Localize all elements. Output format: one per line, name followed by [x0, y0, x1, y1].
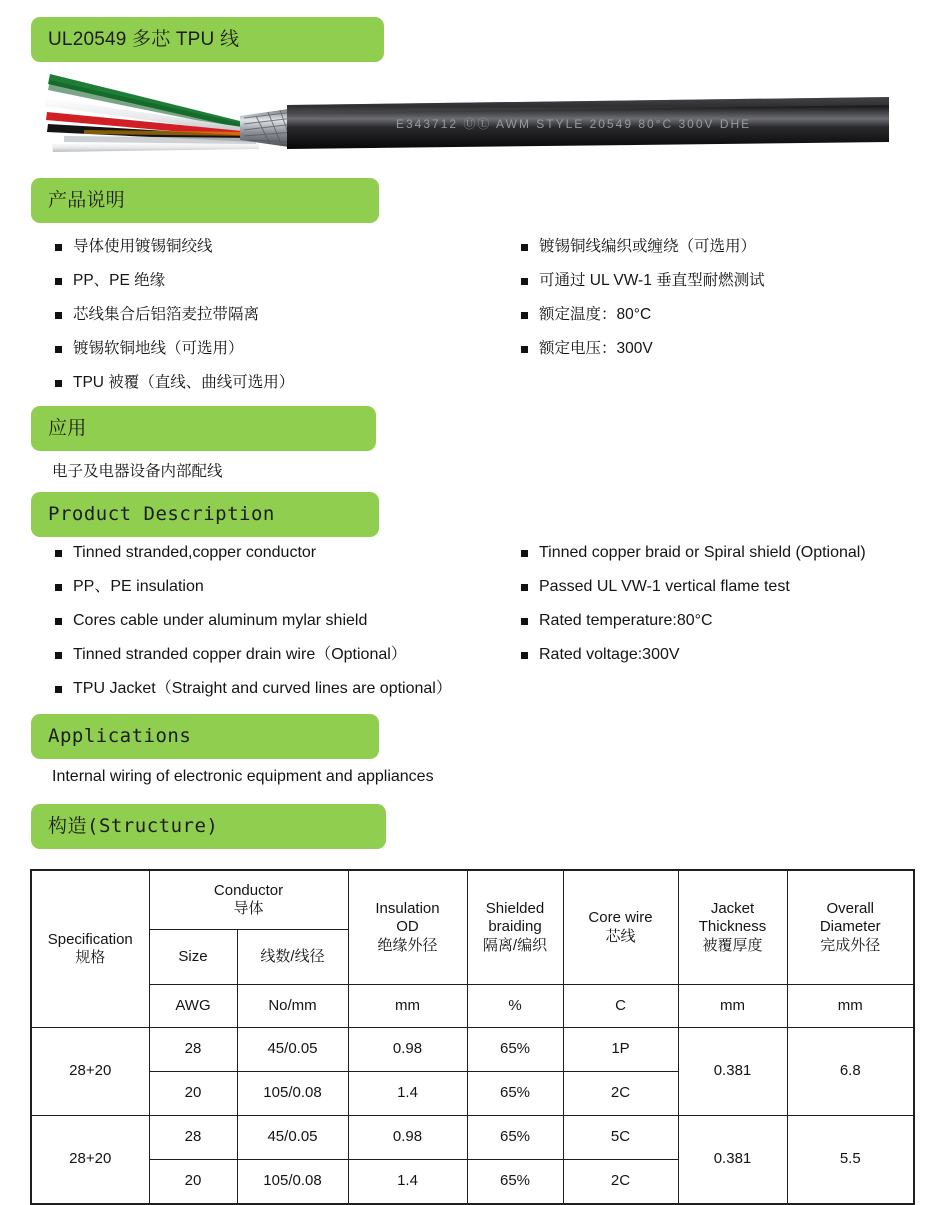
- cell-insulation-od: 0.98: [348, 1116, 467, 1160]
- header-cell-jacket-thickness: [678, 870, 787, 985]
- square-bullet-icon: [55, 380, 62, 387]
- list-item: [55, 307, 294, 341]
- section-banner-product-description-cn: [31, 178, 379, 223]
- page-title: UL20549 多芯 TPU 线: [48, 29, 240, 50]
- list-item: [521, 579, 866, 613]
- product-title-banner: [31, 17, 384, 62]
- unit-cell-core-wire: C: [563, 985, 678, 1028]
- list-item: [55, 273, 294, 307]
- square-bullet-icon: [55, 278, 62, 285]
- square-bullet-icon: [521, 618, 528, 625]
- square-bullet-icon: [521, 550, 528, 557]
- cell-shielded-braiding: 65%: [467, 1028, 563, 1072]
- list-item: [55, 341, 294, 375]
- square-bullet-icon: [521, 346, 528, 353]
- unit-cell-awg: AWG: [149, 985, 237, 1028]
- cell-core-wire: 2C: [563, 1072, 678, 1116]
- header-cell-conductor: [149, 870, 348, 930]
- header-label-en2: braiding: [488, 918, 542, 936]
- header-cell-overall-diameter: [787, 870, 914, 985]
- header-cell-size: [149, 930, 237, 985]
- product-description-en-left-list: [55, 545, 452, 715]
- list-item: [521, 307, 765, 341]
- list-item-label: Rated temperature:80°C: [539, 612, 713, 629]
- cell-no-mm: 45/0.05: [237, 1028, 348, 1072]
- header-label-en2: Thickness: [698, 918, 767, 936]
- structure-specification-table: [30, 869, 915, 1205]
- list-item: [55, 681, 452, 715]
- cell-shielded-braiding: 65%: [467, 1116, 563, 1160]
- cell-core-wire: 2C: [563, 1160, 678, 1205]
- list-item-label: Rated voltage:300V: [539, 646, 680, 663]
- cell-shielded-braiding: 65%: [467, 1072, 563, 1116]
- section-title-product-description-en: Product Description: [48, 503, 275, 525]
- table-units-row: [31, 985, 914, 1028]
- square-bullet-icon: [55, 686, 62, 693]
- cell-jacket-thickness: 0.381: [678, 1116, 787, 1205]
- product-description-en-right-list: [521, 545, 866, 681]
- list-item-label: 导体使用镀锡铜绞线: [73, 238, 213, 255]
- section-banner-applications-en: [31, 714, 379, 759]
- cell-no-mm: 105/0.08: [237, 1160, 348, 1205]
- list-item: [55, 239, 294, 273]
- table-header-row-1: [31, 870, 914, 930]
- header-label-en: Core wire: [588, 909, 653, 927]
- unit-cell-no-mm: No/mm: [237, 985, 348, 1028]
- cell-specification: 28+20: [31, 1116, 149, 1205]
- header-label-cn: 被覆厚度: [702, 936, 763, 954]
- header-cell-shielded-braiding: [467, 870, 563, 985]
- section-title-product-description-cn: 产品说明: [48, 190, 125, 211]
- list-item-label: 镀锡软铜地线（可选用）: [73, 340, 244, 357]
- list-item-label: PP、PE insulation: [73, 578, 204, 595]
- cell-overall-diameter: 6.8: [787, 1028, 914, 1116]
- unit-cell-overall-diameter: mm: [787, 985, 914, 1028]
- cell-insulation-od: 1.4: [348, 1160, 467, 1205]
- cell-size: 20: [149, 1160, 237, 1205]
- list-item-label: Tinned stranded,copper conductor: [73, 544, 317, 561]
- square-bullet-icon: [521, 312, 528, 319]
- unit-cell-shielded-braiding: %: [467, 985, 563, 1028]
- applications-en-text: Internal wiring of electronic equipment and appliances: [52, 768, 434, 785]
- square-bullet-icon: [55, 584, 62, 591]
- cell-no-mm: 45/0.05: [237, 1116, 348, 1160]
- square-bullet-icon: [55, 618, 62, 625]
- cell-insulation-od: 0.98: [348, 1028, 467, 1072]
- header-label-en: Overall: [826, 900, 874, 918]
- header-cell-specification: [31, 870, 149, 1028]
- header-label-en: Specification: [47, 930, 133, 948]
- square-bullet-icon: [521, 278, 528, 285]
- header-label-en: Conductor: [213, 881, 284, 899]
- section-banner-application-cn: [31, 406, 376, 451]
- cell-overall-diameter: 5.5: [787, 1116, 914, 1205]
- list-item-label: TPU Jacket（Straight and curved lines are optional）: [73, 680, 452, 697]
- section-title-applications-en: Applications: [48, 725, 192, 747]
- list-item-label: Passed UL VW-1 vertical flame test: [539, 578, 790, 595]
- list-item: [521, 273, 765, 307]
- list-item: [521, 341, 765, 375]
- header-cell-core-wire: [563, 870, 678, 985]
- square-bullet-icon: [55, 652, 62, 659]
- header-label-en2: OD: [396, 918, 419, 936]
- unit-cell-insulation-od: mm: [348, 985, 467, 1028]
- list-item-label: 额定温度：80°C: [539, 306, 652, 323]
- header-label-en: Size: [178, 947, 208, 965]
- cell-no-mm: 105/0.08: [237, 1072, 348, 1116]
- table-row: [31, 1028, 914, 1072]
- table-row: [31, 1116, 914, 1160]
- cell-shielded-braiding: 65%: [467, 1160, 563, 1205]
- square-bullet-icon: [55, 346, 62, 353]
- section-banner-product-description-en: [31, 492, 379, 537]
- list-item: [521, 647, 866, 681]
- cell-specification: 28+20: [31, 1028, 149, 1116]
- unit-cell-jacket-thickness: mm: [678, 985, 787, 1028]
- list-item: [55, 579, 452, 613]
- header-label-en: Insulation: [375, 900, 440, 918]
- square-bullet-icon: [521, 584, 528, 591]
- header-label-en: Jacket: [710, 900, 755, 918]
- header-cell-insulation-od: [348, 870, 467, 985]
- jacket-print-text: E343712 ⓊⓁ AWM STYLE 20549 80°C 300V DHE: [396, 117, 752, 131]
- header-label-en: Shielded: [485, 900, 545, 918]
- section-title-application-cn: 应用: [48, 418, 87, 439]
- cell-size: 20: [149, 1072, 237, 1116]
- cell-size: 28: [149, 1028, 237, 1072]
- section-title-structure: 构造(Structure): [48, 815, 219, 837]
- application-cn-text: 电子及电器设备内部配线: [52, 463, 223, 480]
- header-label-cn: 规格: [75, 949, 106, 966]
- header-label-cn: 芯线: [605, 927, 636, 945]
- cable-illustration: [44, 72, 889, 155]
- list-item: [55, 647, 452, 681]
- list-item: [55, 545, 452, 579]
- header-label-cn: 绝缘外径: [377, 936, 438, 954]
- header-label-cn: 线数/线径: [260, 947, 325, 965]
- list-item-label: 芯线集合后铝箔麦拉带隔离: [73, 306, 260, 323]
- list-item: [55, 375, 294, 409]
- list-item-label: TPU 被覆（直线、曲线可选用）: [73, 374, 295, 391]
- cell-insulation-od: 1.4: [348, 1072, 467, 1116]
- list-item-label: 镀锡铜线编织或缠绕（可选用）: [539, 238, 757, 255]
- list-item: [55, 613, 452, 647]
- list-item-label: Tinned stranded copper drain wire（Optional）: [73, 646, 407, 663]
- list-item: [521, 613, 866, 647]
- list-item: [521, 545, 866, 579]
- cell-size: 28: [149, 1116, 237, 1160]
- square-bullet-icon: [521, 244, 528, 251]
- list-item-label: 额定电压：300V: [539, 340, 653, 357]
- list-item-label: Tinned copper braid or Spiral shield (Optional): [539, 544, 866, 561]
- header-label-cn: 导体: [233, 900, 264, 917]
- header-label-cn: 完成外径: [820, 936, 881, 954]
- square-bullet-icon: [521, 652, 528, 659]
- product-description-cn-left-list: [55, 239, 294, 409]
- square-bullet-icon: [55, 244, 62, 251]
- header-label-cn: 隔离/编织: [482, 936, 548, 954]
- list-item: [521, 239, 765, 273]
- cable-product-photo: [44, 72, 889, 155]
- square-bullet-icon: [55, 550, 62, 557]
- cell-jacket-thickness: 0.381: [678, 1028, 787, 1116]
- cell-core-wire: 5C: [563, 1116, 678, 1160]
- header-label-en2: Diameter: [819, 918, 881, 936]
- square-bullet-icon: [55, 312, 62, 319]
- list-item-label: Cores cable under aluminum mylar shield: [73, 612, 368, 629]
- cell-core-wire: 1P: [563, 1028, 678, 1072]
- list-item-label: 可通过 UL VW-1 垂直型耐燃测试: [539, 272, 765, 289]
- list-item-label: PP、PE 绝缘: [73, 272, 166, 289]
- product-description-cn-right-list: [521, 239, 765, 375]
- header-cell-no-mm: [237, 930, 348, 985]
- section-banner-structure: [31, 804, 386, 849]
